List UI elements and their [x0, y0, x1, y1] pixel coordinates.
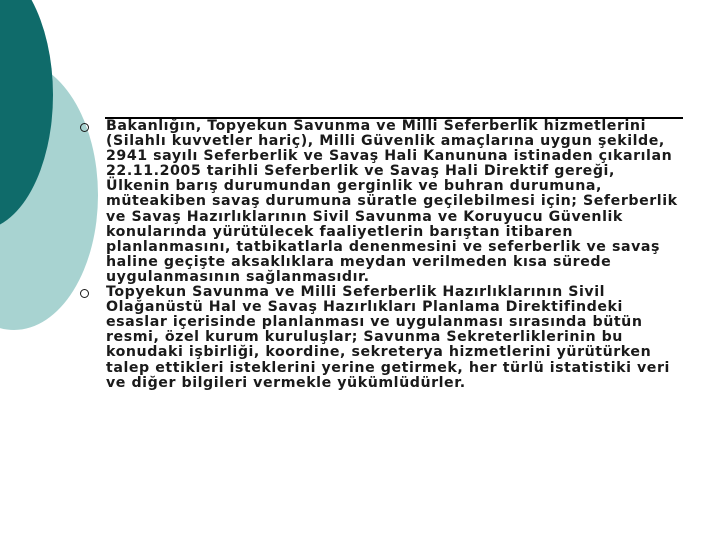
- bullet-text: Topyekun Savunma ve Milli Seferberlik Hazırlıklarının Sivil Olağanüstü Hal ve Savaş Hazırlıkları Planlama Direktifindeki esaslar içerisinde planlanması ve uygulanması sırasında bütün resmi, özel kurum kuruluşlar; Savunma Sekreterliklerinin bu konudaki işbirliği, koordine, sekreterya hizmetlerini yürütürken talep ettikleri isteklerini yerine getirmek, her türlü istatistiki veri ve diğer bilgileri vermekle yükümlüdürler.: [106, 284, 670, 391]
- bullet-circle-icon: [80, 289, 89, 298]
- bullet-list: [0, 119, 720, 391]
- bullet-circle-icon: [80, 123, 89, 132]
- bullet-text: Bakanlığın, Topyekun Savunma ve Milli Seferberlik hizmetlerini (Silahlı kuvvetler hariç), Milli Güvenlik amaçlarına uygun şekilde, 2941 sayılı Seferberlik ve Savaş Hali Kanununa istinaden çıkarılan 22.11.2005 tarihli Seferberlik ve Savaş Hali Direktif gereği, Ülkenin barış durumundan gerginlik ve buhran durumuna, müteakiben savaş durumuna süratle geçilebilmesi için; Seferberlik ve Savaş Hazırlıklarının Sivil Savunma ve Koruyucu Güvenlik konularında yürütülecek faaliyetlerin barıştan itibaren planlanmasını, tatbikatlarla denenmesini ve seferberlik ve savaş haline geçişte aksaklıklara meydan verilmeden kısa sürede uygulanmasının sağlanmasıdır.: [106, 118, 678, 285]
- bullet-item-2: [0, 285, 720, 391]
- bullet-item-1: [0, 119, 720, 285]
